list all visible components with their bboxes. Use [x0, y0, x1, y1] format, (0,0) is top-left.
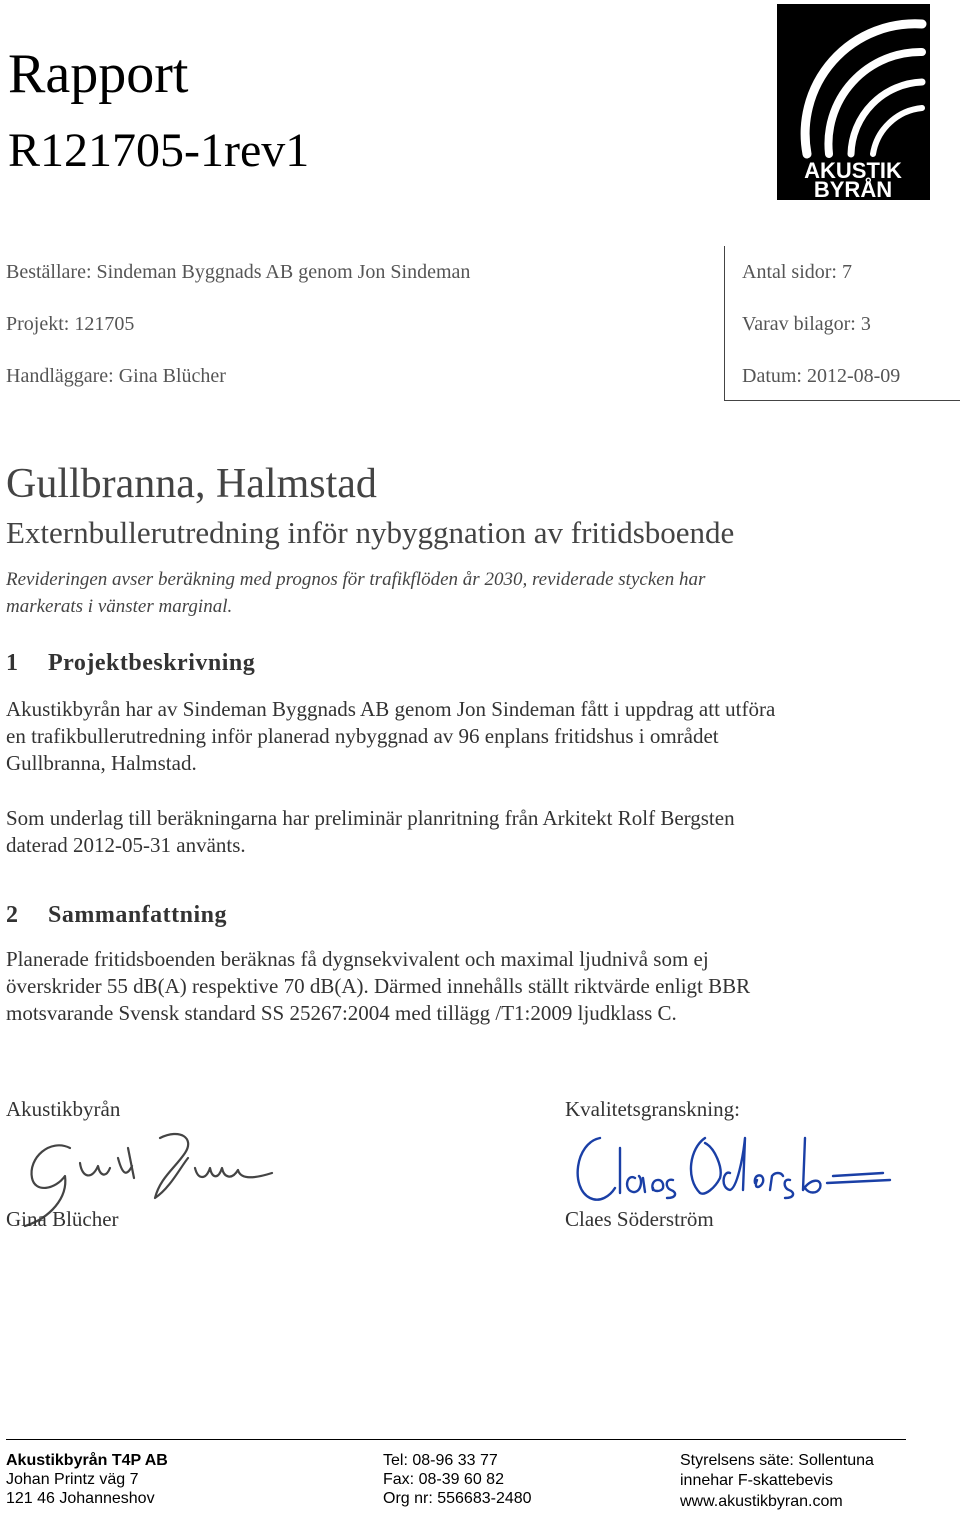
logo-text-line2: BYRÅN	[813, 177, 893, 200]
section-heading-projektbeskrivning	[6, 648, 255, 678]
signature-label-right: Kvalitetsgranskning:	[565, 1097, 740, 1121]
footer-board-seat: Styrelsens säte: Sollentuna	[680, 1452, 874, 1469]
meta-divider-horizontal	[724, 400, 960, 401]
section-title: Projektbeskrivning	[48, 650, 256, 676]
meta-handlaggare: Handläggare: Gina Blücher	[6, 365, 226, 387]
paragraph-line: Akustikbyrån har av Sindeman Byggnads AB genom Jon Sindeman fått i uppdrag att utföra	[6, 697, 776, 721]
revision-note-line2: markerats i vänster marginal.	[6, 596, 233, 617]
footer-divider	[6, 1439, 906, 1440]
meta-projekt: Projekt: 121705	[6, 313, 135, 335]
paragraph-line: motsvarande Svensk standard SS 25267:2004 med tillägg /T1:2009 ljudklass C.	[6, 1001, 677, 1025]
logo-text-line1: AKUSTIK	[804, 158, 902, 183]
footer-website-link[interactable]: www.akustikbyran.com	[680, 1493, 843, 1510]
footer-phone: Tel: 08-96 33 77	[383, 1452, 498, 1469]
section-number: 1	[6, 650, 19, 676]
signature-label-left: Akustikbyrån	[6, 1097, 121, 1121]
signature-right-handwriting	[565, 1118, 895, 1213]
paragraph-line: en trafikbullerutredning inför planerad nybyggnad av 96 enplans fritidshus i området	[6, 724, 719, 748]
revision-note-line1: Revideringen avser beräkning med prognos för trafikflöden år 2030, reviderade stycken har	[6, 569, 706, 590]
report-type-title: Rapport	[8, 43, 189, 105]
footer-fax: Fax: 08-39 60 82	[383, 1471, 504, 1488]
report-number: R121705-1rev1	[8, 124, 310, 177]
section-number: 2	[6, 902, 19, 928]
section-heading-sammanfattning	[6, 900, 227, 930]
meta-divider-vertical	[724, 246, 725, 401]
meta-varav-bilagor: Varav bilagor: 3	[742, 313, 871, 335]
signature-name-right: Claes Söderström	[565, 1207, 714, 1231]
paragraph-line: överskrider 55 dB(A) respektive 70 dB(A). Därmed innehålls ställt riktvärde enligt BBR	[6, 974, 751, 998]
section-title: Sammanfattning	[48, 902, 228, 928]
meta-bestallare: Beställare: Sindeman Byggnads AB genom Jon Sindeman	[6, 261, 471, 283]
footer-company: Akustikbyrån T4P AB	[6, 1452, 168, 1469]
meta-datum: Datum: 2012-08-09	[742, 365, 901, 387]
document-subtitle: Externbullerutredning inför nybyggnation av fritidsboende	[6, 515, 735, 550]
footer-tax-note: innehar F-skattebevis	[680, 1472, 833, 1489]
akustikbyran-logo	[777, 4, 930, 200]
logo-rings-icon	[777, 4, 930, 200]
footer-address-street: Johan Printz väg 7	[6, 1471, 139, 1488]
paragraph-line: Planerade fritidsboenden beräknas få dygnsekvivalent och maximal ljudnivå som ej	[6, 947, 709, 971]
footer-org-number: Org nr: 556683-2480	[383, 1490, 532, 1507]
signature-name-left: Gina Blücher	[6, 1207, 119, 1231]
document-title: Gullbranna, Halmstad	[6, 461, 377, 507]
paragraph-line: Gullbranna, Halmstad.	[6, 751, 197, 775]
paragraph-line: Som underlag till beräkningarna har preliminär planritning från Arkitekt Rolf Bergsten	[6, 806, 735, 830]
paragraph-line: daterad 2012-05-31 använts.	[6, 833, 246, 857]
footer-address-city: 121 46 Johanneshov	[6, 1490, 155, 1507]
meta-antal-sidor: Antal sidor: 7	[742, 261, 852, 283]
